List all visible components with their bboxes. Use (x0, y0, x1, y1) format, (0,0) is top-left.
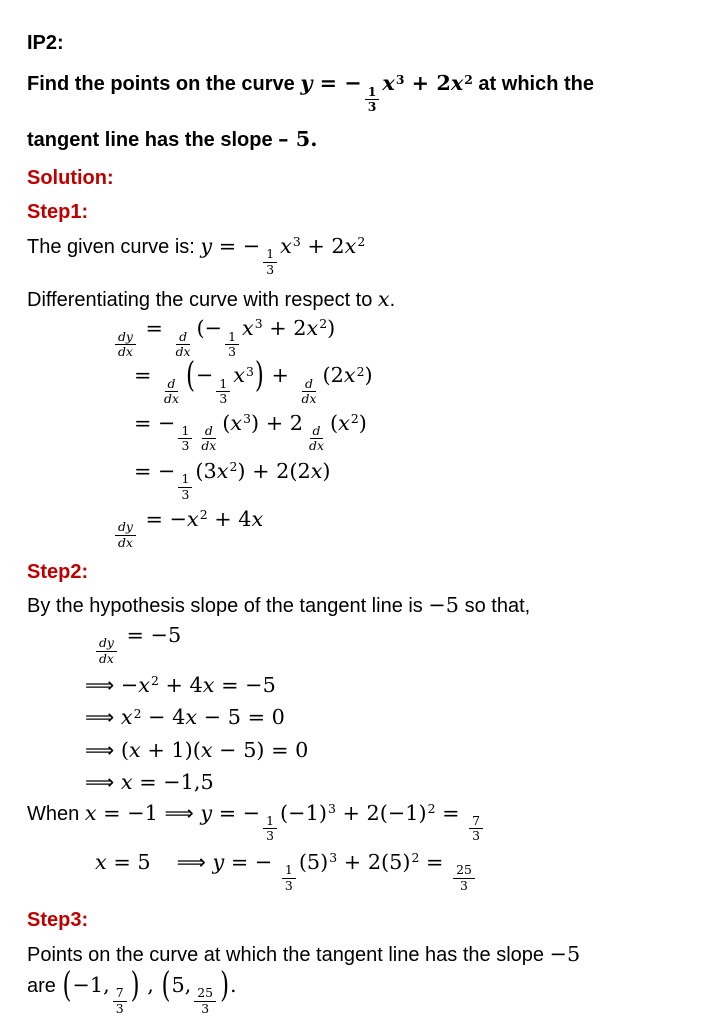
text-run: are (27, 974, 62, 997)
math-variable: x (230, 410, 243, 435)
text-run: . (389, 288, 396, 311)
fraction-denominator: dx (164, 391, 179, 407)
superscript: 3 (327, 800, 336, 816)
math-variable: x (338, 410, 350, 435)
fraction (365, 85, 380, 115)
math-variable: x (120, 770, 133, 795)
math-run: − (195, 363, 214, 388)
fraction (216, 377, 230, 407)
math-run: ) + 2 (251, 410, 304, 435)
fraction (453, 863, 475, 893)
math-run: + 2(−1) (335, 800, 427, 825)
given-curve-line (27, 233, 708, 277)
math-variable: x (128, 737, 141, 762)
derivative-eq-4 (27, 458, 708, 502)
fraction-denominator: dx (301, 391, 317, 407)
math-run (114, 770, 121, 794)
problem-statement-1 (27, 69, 708, 114)
fraction-numerator: 25 (453, 863, 475, 878)
math-run: – 5. (278, 125, 318, 151)
fraction-numerator: 1 (225, 330, 239, 345)
solution-label (27, 165, 708, 191)
problem-id (27, 30, 708, 56)
fraction-numerator: 1 (282, 863, 296, 878)
math-run: = − (138, 506, 188, 531)
math-run: (2 (322, 363, 344, 388)
step2-label (27, 559, 708, 585)
fraction-numerator: 25 (194, 986, 216, 1001)
slope-eq-2 (27, 672, 708, 699)
superscript: 2 (133, 705, 142, 721)
math-run: + 4 (207, 506, 252, 531)
fraction-denominator: 3 (181, 486, 190, 502)
text-run: Solution: (27, 166, 114, 189)
conclusion-1 (27, 941, 708, 968)
math-run: ) (322, 458, 331, 483)
superscript: 2 (151, 673, 159, 689)
math-run: + 2(5) (337, 849, 411, 874)
fraction-numerator: d (302, 377, 316, 392)
math-run: −1, (72, 972, 110, 997)
math-variable: x (84, 800, 97, 825)
math-run: = − (224, 849, 279, 874)
math-run: ) (327, 316, 336, 341)
superscript: 2 (350, 410, 359, 426)
fraction-denominator: 3 (181, 438, 190, 454)
big-paren: ( (185, 356, 195, 396)
math-variable: x (344, 233, 357, 258)
math-run: = −5 (119, 622, 182, 647)
derivative-eq-2 (27, 356, 708, 407)
text-run: Step1: (27, 201, 89, 224)
when-x-neg1-line (27, 800, 708, 844)
math-variable: x (138, 672, 151, 697)
big-paren: ( (62, 966, 72, 1006)
superscript: 3 (292, 233, 301, 249)
math-run: = − (134, 410, 176, 435)
math-run: (3 (195, 458, 217, 483)
superscript: 2 (357, 233, 366, 249)
superscript: 2 (319, 316, 328, 332)
math-run: (−1) (280, 800, 327, 825)
text-run: Points on the curve at which the tangent line has the slope (27, 944, 550, 967)
math-variable: x (216, 458, 229, 483)
math-run: = − (212, 233, 261, 258)
fraction (282, 863, 296, 893)
math-variable: y (200, 800, 213, 825)
fraction (469, 814, 483, 844)
big-paren: ) (254, 356, 264, 396)
fraction (178, 424, 192, 454)
derivative-eq-1 (27, 315, 708, 359)
fraction (115, 520, 136, 550)
implies-arrow-icon: ⟹ (164, 800, 194, 825)
superscript: 2 (464, 71, 473, 87)
text-run: at which the (472, 73, 594, 96)
fraction-denominator: dx (118, 534, 133, 550)
math-variable: y (212, 849, 225, 874)
fraction (115, 330, 136, 360)
math-run: + 4 (158, 672, 203, 697)
step1-label (27, 199, 708, 225)
math-run: = 5 (106, 849, 151, 874)
fraction-numerator: dy (115, 330, 136, 345)
math-variable: x (251, 506, 264, 531)
math-run: = (134, 363, 159, 388)
slope-eq-4 (27, 737, 708, 764)
superscript: 2 (411, 849, 420, 865)
math-run: = (138, 316, 170, 341)
implies-arrow-icon: ⟹ (85, 705, 115, 730)
fraction-denominator: dx (118, 344, 133, 360)
superscript: 3 (395, 71, 405, 87)
fraction-numerator: 7 (469, 814, 483, 829)
implies-arrow-icon: ⟹ (85, 770, 115, 795)
math-run: + 1)( (140, 737, 201, 762)
math-run: = −1 (96, 800, 165, 825)
math-run: = −1,5 (132, 770, 214, 795)
math-variable: x (382, 70, 395, 96)
implies-arrow-icon: ⟹ (85, 737, 115, 762)
fraction (225, 330, 239, 360)
fraction-numerator: 1 (263, 247, 277, 262)
fraction-numerator: dy (96, 636, 117, 651)
problem-statement-2 (27, 125, 708, 153)
fraction-denominator: 3 (201, 1000, 210, 1016)
math-run: (5) (298, 849, 329, 874)
text-run: Differentiating the curve with respect to (27, 288, 378, 311)
math-variable: x (185, 705, 198, 730)
fraction (263, 247, 277, 277)
conclusion-2 (27, 966, 708, 1016)
math-run: −5 (428, 593, 460, 618)
math-run: − 5 = 0 (197, 705, 285, 730)
fraction-denominator: dx (309, 438, 324, 454)
slope-eq-1 (27, 622, 708, 666)
math-variable: x (306, 316, 319, 341)
text-run: tangent line has the slope (27, 128, 279, 151)
fraction (306, 424, 327, 454)
math-variable: y (300, 70, 313, 96)
big-paren: ) (220, 966, 230, 1006)
superscript: 2 (229, 458, 238, 474)
math-variable: x (202, 672, 215, 697)
implies-arrow-icon: ⟹ (85, 672, 115, 697)
superscript: 3 (329, 849, 338, 865)
fraction-numerator: d (202, 424, 216, 439)
math-run (114, 705, 121, 729)
math-variable: y (200, 233, 213, 258)
math-variable: x (120, 705, 133, 730)
math-run: = − (312, 70, 362, 96)
fraction-denominator: 3 (228, 344, 236, 360)
text-run: IP2: (27, 32, 64, 54)
fraction-numerator: dy (115, 520, 136, 535)
math-solution-document (27, 30, 708, 1016)
fraction-numerator: 1 (178, 424, 192, 439)
fraction-denominator: dx (201, 438, 217, 454)
text-run: Find the points on the curve (27, 73, 301, 96)
implies-arrow-icon: ⟹ (176, 849, 206, 874)
math-run: = (435, 800, 467, 825)
math-variable: x (343, 363, 356, 388)
math-variable: x (187, 506, 199, 531)
fraction-numerator: d (165, 377, 179, 392)
superscript: 2 (199, 507, 208, 523)
math-run: ( (329, 410, 339, 435)
superscript: 2 (427, 800, 436, 816)
fraction (96, 636, 117, 666)
text-run: Step2: (27, 560, 89, 583)
derivative-eq-5 (27, 506, 708, 550)
math-run: = (419, 849, 451, 874)
text-run: so that, (459, 595, 531, 618)
math-run: − 5) = 0 (212, 737, 309, 762)
fraction-numerator: 1 (365, 85, 380, 100)
fraction-numerator: 1 (263, 814, 277, 829)
fraction-denominator: 3 (266, 261, 275, 277)
math-run: + 2 (300, 233, 345, 258)
fraction-numerator: d (310, 424, 324, 439)
fraction-denominator: 3 (472, 828, 481, 844)
text-run: By the hypothesis slope of the tangent line is (27, 595, 429, 618)
fraction-numerator: 1 (216, 377, 230, 392)
math-variable: x (450, 70, 464, 96)
math-run: ) (364, 363, 373, 388)
derivative-eq-3 (27, 410, 708, 454)
fraction-denominator: 3 (219, 391, 228, 407)
text-run: The given curve is: (27, 235, 201, 258)
hypothesis-note (27, 592, 708, 619)
fraction (194, 986, 216, 1016)
slope-eq-5 (27, 769, 708, 796)
text-run: When (27, 802, 85, 825)
fraction-numerator: 7 (113, 986, 127, 1001)
differentiate-note (27, 286, 708, 313)
fraction (113, 986, 127, 1016)
fraction (198, 424, 219, 454)
math-run: = − (134, 458, 176, 483)
math-run: , (140, 972, 161, 997)
math-run: + 2 (262, 316, 307, 341)
slope-eq-3 (27, 704, 708, 731)
fraction-denominator: 3 (460, 877, 468, 893)
fraction-numerator: 1 (178, 472, 192, 487)
math-run: ( (114, 737, 129, 762)
when-x-5-line (27, 849, 708, 893)
fraction (161, 377, 182, 407)
big-paren: ) (130, 966, 140, 1006)
math-run: (− (196, 316, 223, 341)
superscript: 3 (254, 316, 263, 332)
math-run: −5 (549, 942, 581, 967)
fraction-denominator: 3 (367, 99, 377, 115)
fraction-denominator: 3 (266, 828, 275, 844)
math-variable: x (241, 316, 254, 341)
math-variable: x (200, 737, 213, 762)
math-run: ( (222, 410, 231, 435)
math-run: ) (358, 410, 367, 435)
math-run: − (114, 672, 139, 697)
fraction-denominator: 3 (284, 877, 293, 893)
superscript: 3 (246, 363, 254, 379)
fraction-denominator: 3 (115, 1000, 124, 1016)
fraction (178, 472, 192, 502)
fraction (263, 814, 277, 844)
math-variable: x (310, 458, 323, 483)
math-run: . (230, 972, 237, 997)
big-paren: ( (161, 966, 171, 1006)
superscript: 3 (243, 410, 252, 426)
math-run: 5, (171, 972, 192, 997)
math-run: = −5 (214, 672, 276, 697)
math-run: − 4 (141, 705, 186, 730)
fraction (299, 377, 320, 407)
math-run: ) + 2(2 (237, 458, 311, 483)
math-variable: x (280, 233, 292, 258)
math-run: + (264, 363, 296, 388)
fraction-numerator: d (176, 330, 190, 345)
math-variable: x (233, 363, 246, 388)
math-run: + 2 (404, 70, 451, 96)
math-variable: x (377, 286, 390, 311)
math-variable: x (95, 849, 107, 874)
math-run: = − (212, 800, 261, 825)
fraction-denominator: dx (99, 650, 114, 666)
text-run: Step3: (27, 908, 89, 931)
superscript: 2 (356, 363, 365, 379)
step3-label (27, 907, 708, 933)
fraction-denominator: dx (175, 344, 191, 360)
